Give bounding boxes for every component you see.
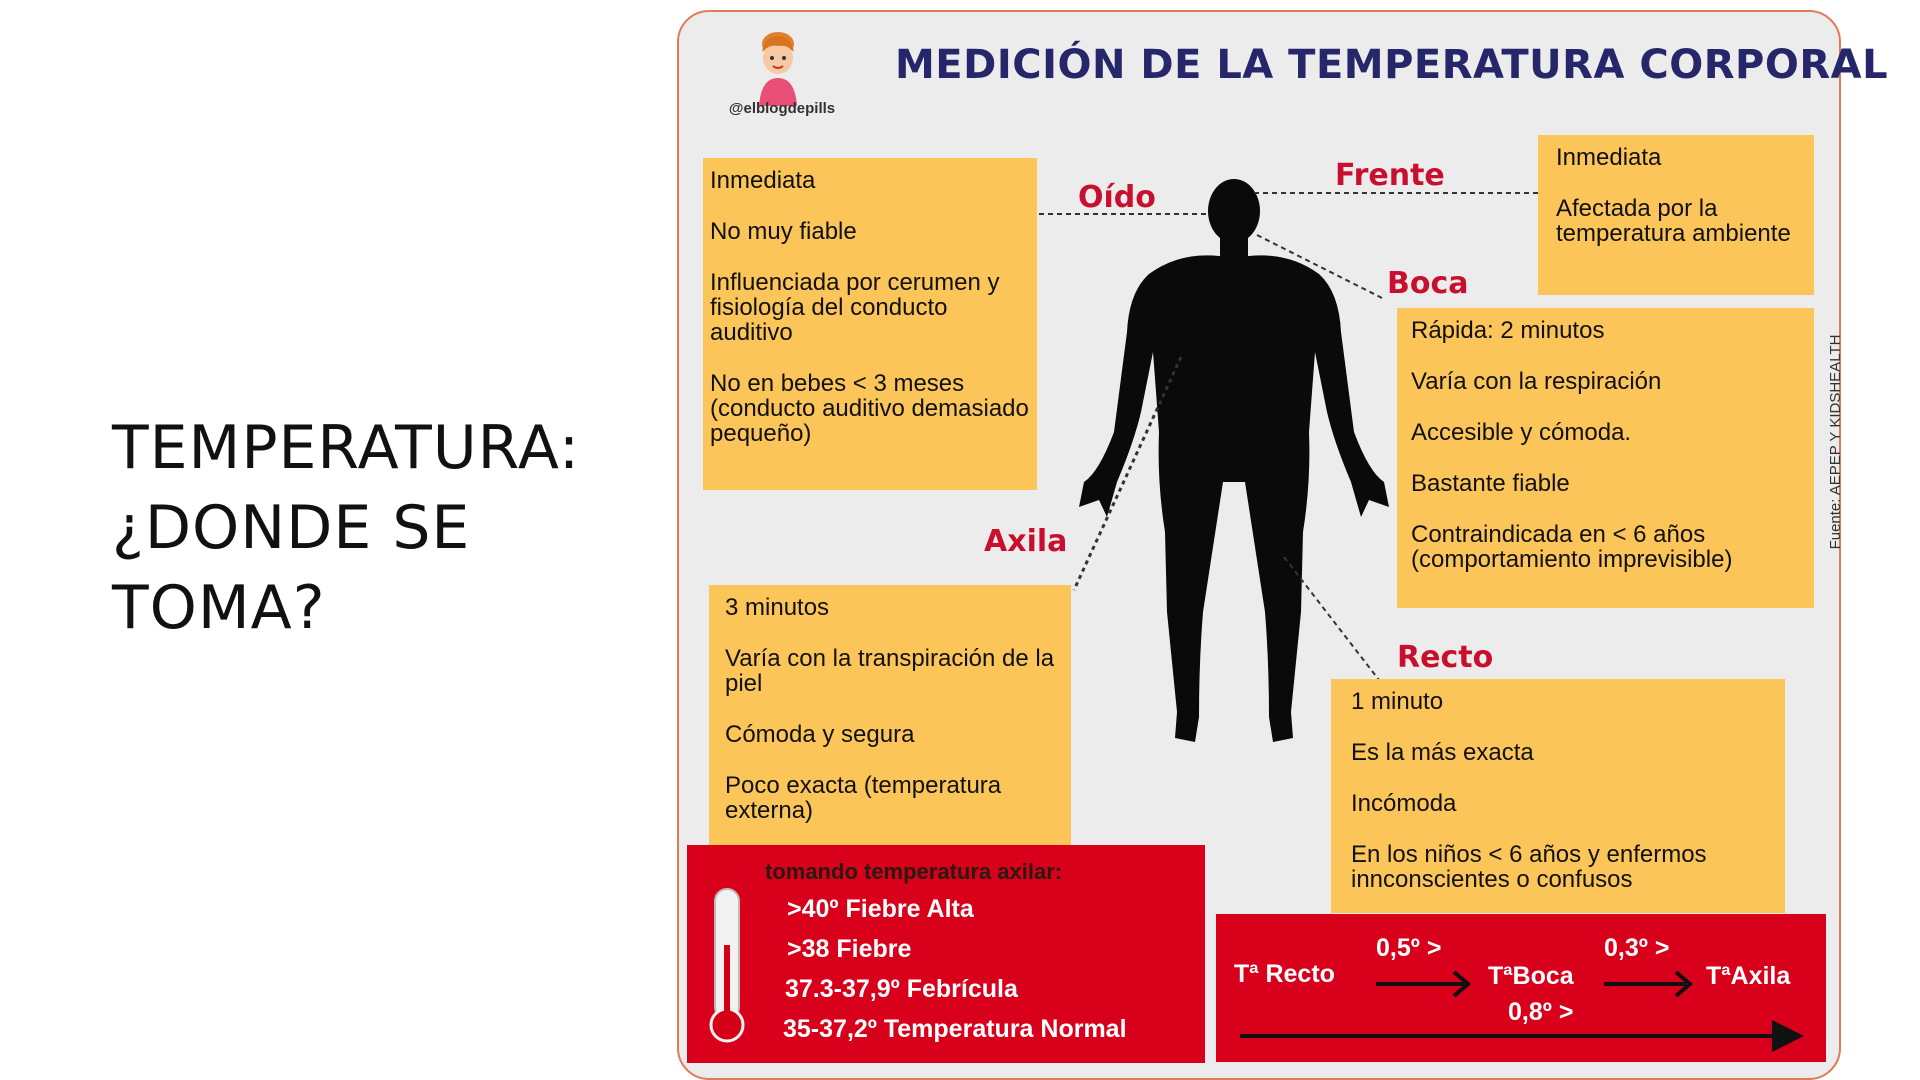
frente-item: Afectada por la temperatura ambiente <box>1556 195 1791 247</box>
frente-item: Inmediata <box>1556 144 1662 171</box>
arrowhead-recto-axila <box>1772 1020 1804 1052</box>
oido-box <box>703 158 1037 490</box>
cmp-diff-recto-boca: 0,5º > <box>1376 934 1442 962</box>
axila-box <box>709 585 1071 847</box>
oido-item: No en bebes < 3 meses (conducto auditivo demasiado pequeño) <box>710 370 1029 447</box>
oido-item: Inmediata <box>710 167 816 194</box>
slide-title-line-1: TEMPERATURA: <box>112 413 581 483</box>
fever-item: 37.3-37,9º Febrícula <box>785 975 1018 1003</box>
thermometer-icon <box>705 885 749 1045</box>
fever-panel <box>687 845 1205 1063</box>
axila-item: Varía con la transpiración de la piel <box>725 645 1055 697</box>
recto-box <box>1331 679 1785 913</box>
fever-item: 35-37,2º Temperatura Normal <box>783 1015 1127 1043</box>
cmp-axila: TªAxila <box>1706 962 1791 990</box>
oido-item: No muy fiable <box>710 218 857 245</box>
boca-item: Varía con la respiración <box>1411 368 1662 395</box>
human-silhouette <box>1079 179 1389 742</box>
axila-item: Poco exacta (temperatura externa) <box>725 772 1002 824</box>
label-recto: Recto <box>1397 640 1494 675</box>
slide-title <box>112 408 672 648</box>
label-axila: Axila <box>984 524 1068 559</box>
cmp-boca: TªBoca <box>1488 962 1574 990</box>
recto-item: 1 minuto <box>1351 688 1444 715</box>
fever-title: tomando temperatura axilar: <box>765 859 1063 884</box>
recto-item: Es la más exacta <box>1351 739 1534 766</box>
boca-item: Bastante fiable <box>1411 470 1570 497</box>
frente-box <box>1538 135 1814 295</box>
axila-item: Cómoda y segura <box>725 721 915 748</box>
fever-item: >40º Fiebre Alta <box>787 895 974 923</box>
boca-item: Accesible y cómoda. <box>1411 419 1632 446</box>
temperature-infographic <box>677 10 1889 1080</box>
recto-item: En los niños < 6 años y enfermos innconscientes o confusos <box>1351 841 1707 893</box>
fever-item: >38 Fiebre <box>787 935 912 963</box>
infographic-title: MEDICIÓN DE LA TEMPERATURA CORPORAL <box>895 42 1889 88</box>
label-frente: Frente <box>1335 158 1445 193</box>
label-boca: Boca <box>1387 266 1469 301</box>
label-oido: Oído <box>1078 180 1156 215</box>
comparison-panel <box>1216 914 1826 1062</box>
source-credit: Fuente: AEPEP Y KIDSHEALTH <box>1827 334 1844 550</box>
recto-item: Incómoda <box>1351 790 1457 817</box>
boca-item: Rápida: 2 minutos <box>1411 317 1605 344</box>
cmp-diff-boca-axila: 0,3º > <box>1604 934 1670 962</box>
cmp-diff-recto-axila: 0,8º > <box>1508 998 1574 1026</box>
boca-box <box>1397 308 1814 608</box>
author-handle: @elblogdepills <box>728 100 836 117</box>
slide-title-line-3: TOMA? <box>112 573 326 643</box>
boca-item: Contraindicada en < 6 años (comportamiento imprevisible) <box>1411 521 1733 573</box>
oido-item: Influenciada por cerumen y fisiología del conducto auditivo <box>710 269 1000 346</box>
slide-title-line-2: ¿DONDE SE <box>112 493 471 563</box>
axila-item: 3 minutos <box>725 594 830 621</box>
cmp-recto: Tª Recto <box>1234 960 1335 988</box>
